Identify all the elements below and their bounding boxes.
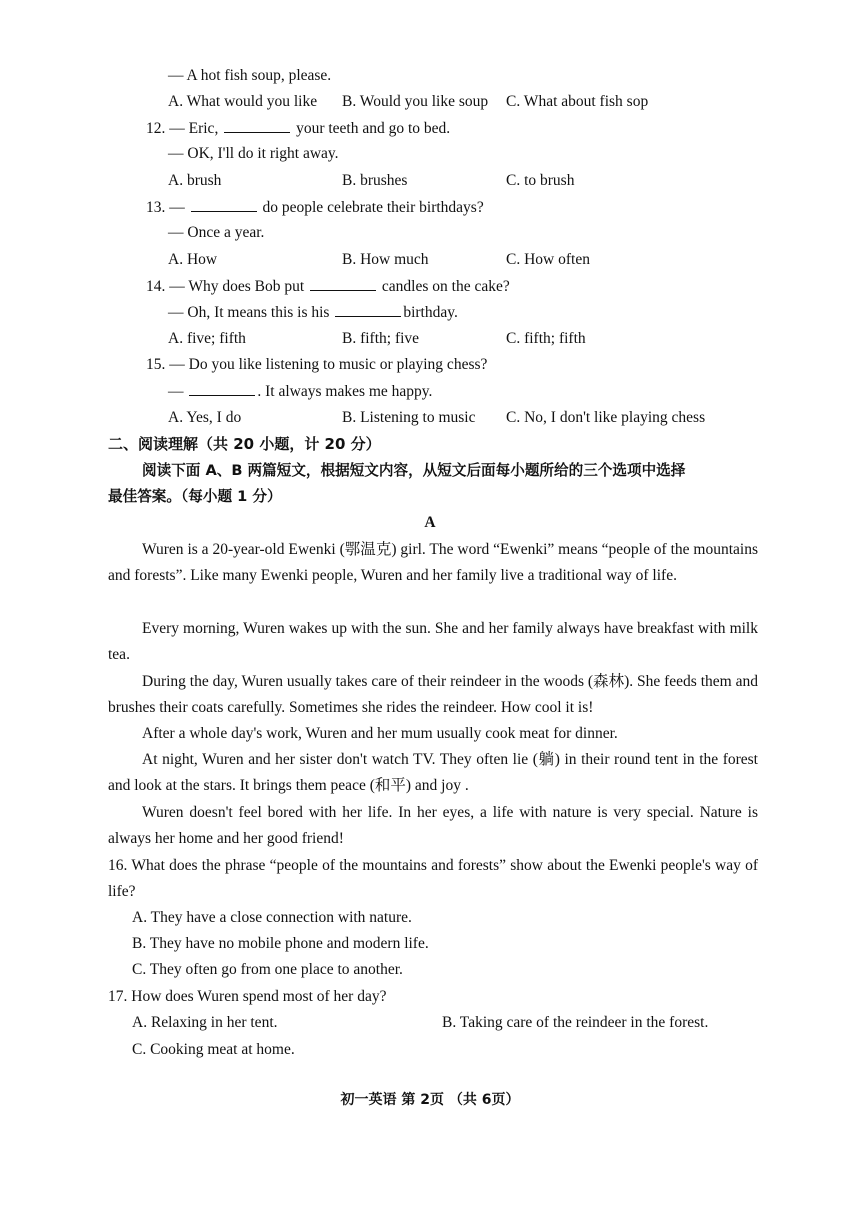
q14-reply-prefix: — Oh, It means this is his — [168, 304, 334, 321]
q11-option-c: C. What about fish sop — [506, 93, 649, 110]
section-instruction-line2: 最佳答案。（每小题 1 分） — [108, 488, 282, 505]
q14-option-a: A. five; fifth — [168, 330, 246, 347]
passage-paragraph — [108, 721, 758, 747]
q15-reply — [168, 381, 432, 402]
q13-reply: — Once a year. — [168, 224, 265, 241]
q16-question: 16. What does the phrase “people of the mountains and forests” show about the Ewenki people's way of life? — [108, 857, 758, 901]
q14-prefix: 14. — Why does Bob put — [146, 278, 309, 295]
paragraph-text: Wuren doesn't feel bored with her life. In her eyes, a life with nature is very special. Nature is always her home and her good friend! — [108, 804, 758, 848]
q15-question: 15. — Do you like listening to music or playing chess? — [146, 356, 488, 373]
answer-blank — [189, 381, 255, 396]
paragraph-text: At night, Wuren and her sister don't watch TV. They often lie (躺) in their round tent in the forest and look at the stars. It brings them peace (和平) and joy . — [108, 751, 758, 795]
q14-reply — [168, 302, 458, 323]
passage-paragraph — [108, 669, 758, 722]
passage-label: A — [424, 514, 436, 531]
q16-option-a: A. They have a close connection with nature. — [132, 909, 412, 926]
answer-blank — [191, 197, 257, 212]
q14-option-b: B. fifth; five — [342, 330, 420, 347]
section-instruction-line1: 阅读下面 A、B 两篇短文，根据短文内容，从短文后面每小题所给的三个选项中选择 — [142, 462, 686, 479]
q17-option-b: B. Taking care of the reindeer in the forest. — [442, 1014, 709, 1031]
passage-paragraph — [108, 747, 758, 800]
q14-question — [146, 276, 510, 297]
q11-option-b: B. Would you like soup — [342, 93, 489, 110]
passage-paragraph — [108, 537, 758, 590]
q12-option-b: B. brushes — [342, 172, 408, 189]
paragraph-text: After a whole day's work, Wuren and her mum usually cook meat for dinner. — [142, 725, 618, 742]
answer-blank — [335, 302, 401, 317]
q12-option-c: C. to brush — [506, 172, 575, 189]
q16-option-b: B. They have no mobile phone and modern life. — [132, 935, 429, 952]
passage-paragraph — [108, 800, 758, 853]
q13-option-c: C. How often — [506, 251, 590, 268]
answer-blank — [224, 118, 290, 133]
q12-option-a: A. brush — [168, 172, 222, 189]
q13-prefix: 13. — — [146, 199, 189, 216]
answer-blank — [310, 276, 376, 291]
q14-reply-suffix: birthday. — [403, 304, 458, 321]
q16-option-c: C. They often go from one place to another. — [132, 961, 403, 978]
paragraph-text: Wuren is a 20-year-old Ewenki (鄂温克) girl. The word “Ewenki” means “people of the mountains and forests”. Like many Ewenki people, Wuren and her family live a traditional way of life. — [108, 541, 758, 585]
q12-question — [146, 118, 450, 139]
q11-answer-line: — A hot fish soup, please. — [168, 67, 332, 84]
q17-question: 17. How does Wuren spend most of her day? — [108, 988, 387, 1005]
q13-suffix: do people celebrate their birthdays? — [258, 199, 484, 216]
q17-option-a: A. Relaxing in her tent. — [132, 1014, 278, 1031]
q11-option-a: A. What would you like — [168, 93, 318, 110]
passage-paragraph — [108, 616, 758, 669]
q13-question — [146, 197, 484, 218]
page-footer: 初一英语 第 2页 （共 6页） — [340, 1092, 520, 1108]
paragraph-text: During the day, Wuren usually takes care of their reindeer in the woods (森林). She feeds them and brushes their coats carefully. Sometimes she rides the reindeer. How cool it is! — [108, 673, 758, 717]
q13-option-a: A. How — [168, 251, 218, 268]
q12-reply: — OK, I'll do it right away. — [168, 145, 339, 162]
q15-option-a: A. Yes, I do — [168, 409, 242, 426]
q14-option-c: C. fifth; fifth — [506, 330, 586, 347]
q12-prefix: 12. — Eric, — [146, 120, 223, 137]
q15-reply-suffix: . It always makes me happy. — [257, 383, 433, 400]
section-heading: 二、阅读理解（共 20 小题，计 20 分） — [108, 435, 381, 453]
q15-option-b: B. Listening to music — [342, 409, 476, 426]
q14-suffix: candles on the cake? — [378, 278, 510, 295]
q17-option-c: C. Cooking meat at home. — [132, 1041, 295, 1058]
q15-option-c: C. No, I don't like playing chess — [506, 409, 706, 426]
q13-option-b: B. How much — [342, 251, 429, 268]
q12-suffix: your teeth and go to bed. — [292, 120, 451, 137]
q15-reply-prefix: — — [168, 383, 188, 400]
paragraph-text: Every morning, Wuren wakes up with the sun. She and her family always have breakfast with milk tea. — [108, 620, 758, 664]
